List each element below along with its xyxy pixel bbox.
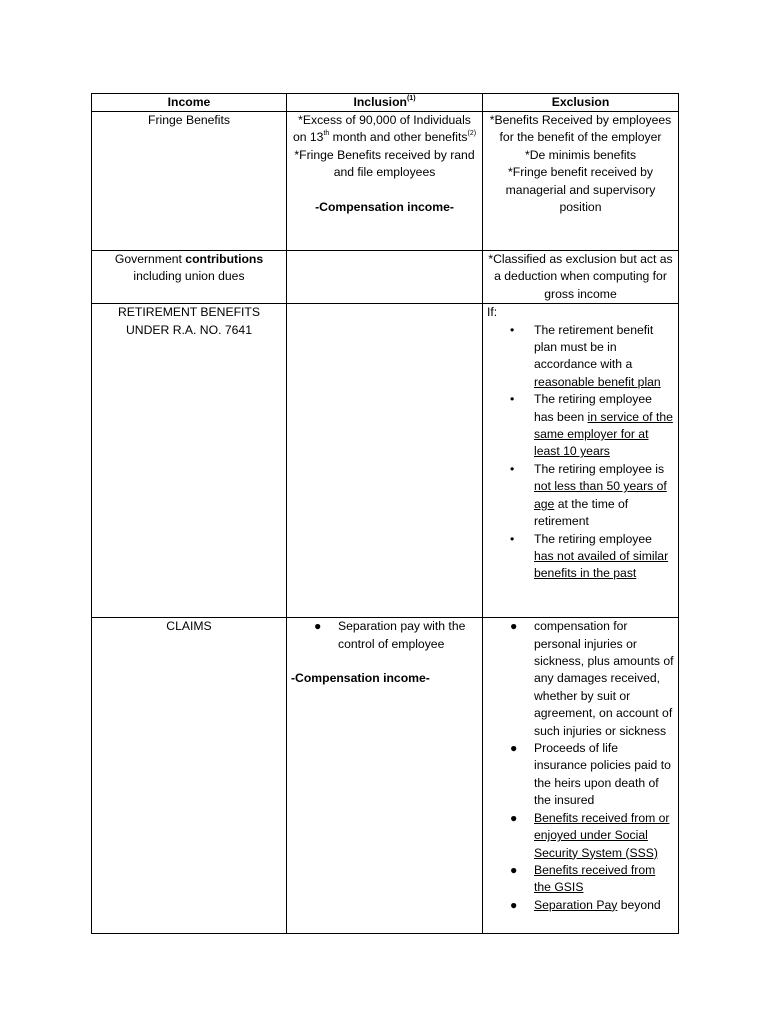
fringe-exclusion-employer: *Benefits Received by employees for the benefit of the employer	[489, 113, 672, 145]
table-row-retirement	[92, 304, 679, 618]
table-row-government	[92, 251, 679, 304]
retirement-income-cell: RETIREMENT BENEFITS UNDER R.A. NO. 7641	[92, 304, 287, 618]
table-row-fringe-benefits	[92, 112, 679, 251]
list-item: ● Benefits received from or enjoyed under Social Security System (SSS)	[510, 810, 670, 860]
fringe-exclusion-de-minimis: *De minimis benefits	[524, 147, 637, 162]
retirement-exclusion-cell	[483, 304, 679, 618]
fringe-inclusion-compensation: -Compensation income-	[315, 199, 454, 214]
table-header-row	[92, 94, 679, 112]
table-row-claims	[92, 618, 679, 934]
list-item: ● Separation Pay beyond	[510, 897, 661, 912]
fringe-exclusion-cell	[483, 112, 679, 251]
fringe-inclusion-rank-file: *Fringe Benefits received by rand and file employees	[294, 147, 475, 180]
claims-income-cell: CLAIMS	[92, 618, 287, 934]
header-income: Income	[92, 94, 287, 112]
income-inclusion-exclusion-table	[91, 93, 679, 934]
list-item: ● Benefits received from the GSIS	[510, 862, 656, 895]
claims-exclusion-list	[487, 618, 674, 914]
retirement-conditions-list	[487, 322, 674, 583]
fringe-inclusion-cell	[287, 112, 483, 251]
claims-inclusion-cell	[287, 618, 483, 934]
fringe-inclusion-excess: *Excess of 90,000 of Individuals on 13th month and other benefits$^{(2)}$	[292, 113, 477, 145]
list-item: ● Proceeds of life insurance policies paid to the heirs upon death of the insured	[510, 741, 671, 808]
header-inclusion-footnote: (1)	[406, 94, 416, 102]
claims-exclusion-cell	[483, 618, 679, 934]
list-item: • The retiring employee has not availed of similar benefits in the past	[510, 531, 669, 581]
list-item: ● Separation pay with the control of employee	[314, 619, 466, 651]
claims-inclusion-compensation: -Compensation income-	[291, 671, 430, 686]
government-exclusion-cell: *Classified as exclusion but act as a deduction when computing for gross income	[483, 251, 679, 304]
header-exclusion: Exclusion	[483, 94, 679, 112]
list-item: • The retirement benefit plan must be in accordance with a reasonable benefit plan	[510, 322, 661, 389]
header-inclusion: Inclusion$^{(1)}$	[287, 94, 483, 112]
fringe-exclusion-managerial: *Fringe benefit received by managerial and supervisory position	[505, 165, 656, 215]
retirement-inclusion-cell	[287, 304, 483, 618]
fringe-income-cell: Fringe Benefits	[92, 112, 287, 251]
government-income-cell: Government contributions including union dues	[92, 251, 287, 304]
government-inclusion-cell	[287, 251, 483, 304]
list-item: • The retiring employee is not less than 50 years of age at the time of retirement	[510, 461, 667, 529]
claims-inclusion-list	[291, 618, 478, 653]
retirement-if-label: If:	[487, 305, 498, 320]
list-item: ● compensation for personal injuries or sickness, plus amounts of any damages received, whether by suit or agreement, on account of such injuries or sickness	[510, 619, 674, 738]
list-item: • The retiring employee has been in service of the same employer for at least 10 years	[510, 392, 673, 459]
